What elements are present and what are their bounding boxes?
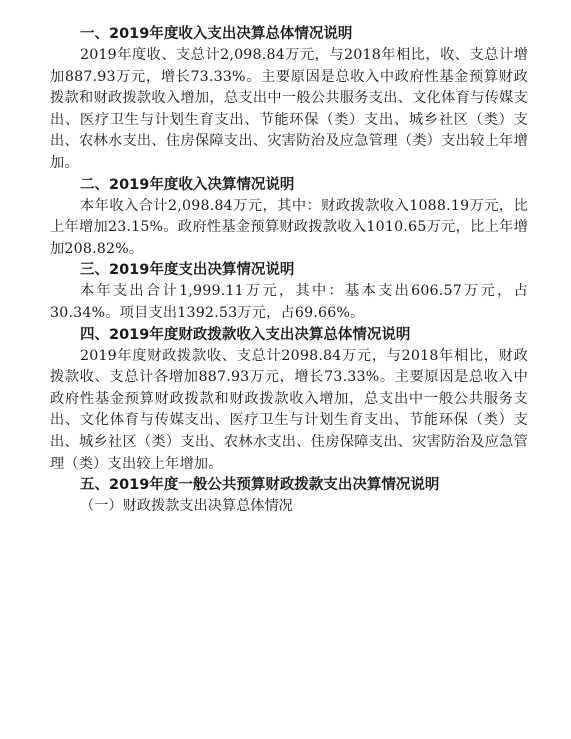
section-3-heading: 三、2019年度支出决算情况说明 [80,262,295,279]
section-4-heading: 四、2019年度财政拨款收入支出决算总体情况说明 [80,326,411,343]
section-2-heading: 二、2019年度收入决算情况说明 [80,176,295,193]
section-2-paragraph: 本年收入合计2,098.84万元，其中：财政拨款收入1088.19万元，比上年增加23.15%。政府性基金预算财政拨款收入1010.65万元，比上年增加208.82%。 [50,197,528,257]
section-4-paragraph: 2019年度财政拨款收、支总计2098.84万元，与2018年相比，财政拨款收、支总计各增加887.93万元，增长73.33%。主要原因是总收入中政府性基金预算财政拨款和财政拨款收入增加，总支出中一般公共服务支出、文化体育与传媒支出、医疗卫生与计划生育支出、节能环保（类）支出、城乡社区（类）支出、农林水支出、住房保障支出、灾害防治及应急管理（类）支出较上年增加。 [50,347,528,472]
section-1-paragraph: 2019年度收、支总计2,098.84万元，与2018年相比，收、支总计增加887.93万元，增长73.33%。主要原因是总收入中政府性基金预算财政拨款和财政拨款收入增加，总支出中一般公共服务支出、文化体育与传媒支出、医疗卫生与计划生育支出、节能环保（类）支出、城乡社区（类）支出、农林水支出、住房保障支出、灾害防治及应急管理（类）支出较上年增加。 [50,47,528,171]
section-5-subheading: （一）财政拨款支出决算总体情况 [80,498,293,515]
document-page [50,24,528,518]
section-1-heading: 一、2019年度收入支出决算总体情况说明 [80,26,353,42]
section-5-heading: 五、2019年度一般公共预算财政拨款支出决算情况说明 [80,477,440,494]
section-3-paragraph: 本年支出合计1,999.11万元，其中：基本支出606.57万元，占30.34%。项目支出1392.53万元，占69.66%。 [50,283,528,321]
